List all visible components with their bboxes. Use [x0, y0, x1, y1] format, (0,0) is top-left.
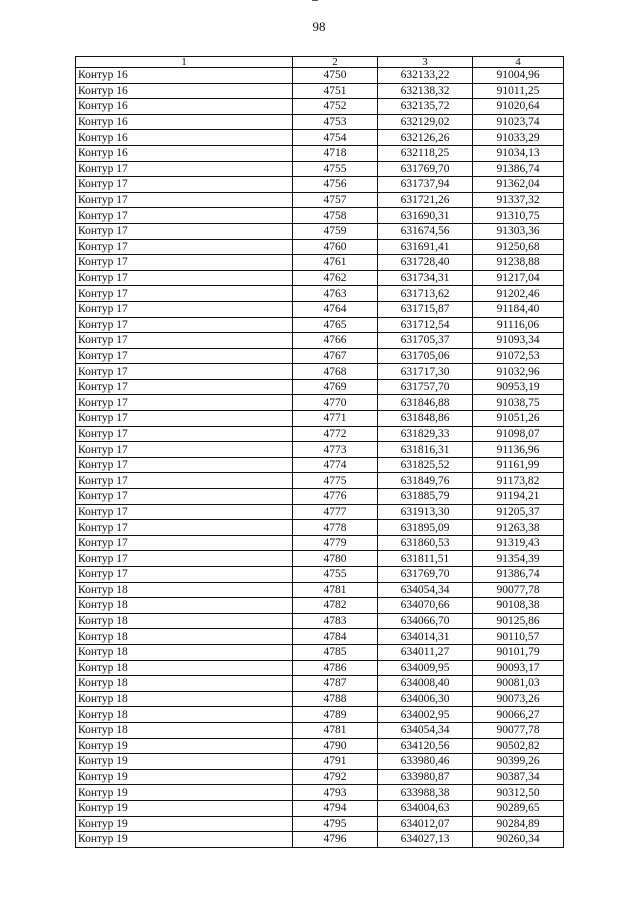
x-coordinate-cell: 634066,70 [378, 613, 473, 629]
table-row [76, 177, 564, 193]
x-coordinate-cell: 631825,52 [378, 457, 473, 473]
y-coordinate-cell: 91098,07 [473, 426, 564, 442]
x-coordinate-cell: 631690,31 [378, 208, 473, 224]
y-coordinate-cell: 90312,50 [473, 785, 564, 801]
x-coordinate-cell: 631721,26 [378, 192, 473, 208]
point-number-cell: 4760 [293, 239, 378, 255]
point-number-cell: 4787 [293, 676, 378, 692]
contour-name-cell: Контур 17 [76, 177, 293, 193]
contour-name-cell: Контур 16 [76, 130, 293, 146]
y-coordinate-cell: 90502,82 [473, 738, 564, 754]
point-number-cell: 4776 [293, 489, 378, 505]
x-coordinate-cell: 631848,86 [378, 411, 473, 427]
point-number-cell: 4757 [293, 192, 378, 208]
contour-name-cell: Контур 17 [76, 348, 293, 364]
x-coordinate-cell: 634070,66 [378, 598, 473, 614]
contour-name-cell: Контур 17 [76, 270, 293, 286]
y-coordinate-cell: 91337,32 [473, 192, 564, 208]
y-coordinate-cell: 90081,03 [473, 676, 564, 692]
point-number-cell: 4791 [293, 754, 378, 770]
contour-name-cell: Контур 17 [76, 489, 293, 505]
point-number-cell: 4781 [293, 582, 378, 598]
table-row [76, 145, 564, 161]
x-coordinate-cell: 634014,31 [378, 629, 473, 645]
table-row [76, 442, 564, 458]
contour-name-cell: Контур 16 [76, 99, 293, 115]
contour-name-cell: Контур 19 [76, 754, 293, 770]
point-number-cell: 4779 [293, 535, 378, 551]
point-number-cell: 4762 [293, 270, 378, 286]
table-row [76, 769, 564, 785]
table-row [76, 379, 564, 395]
y-coordinate-cell: 91116,06 [473, 317, 564, 333]
table-row [76, 426, 564, 442]
x-coordinate-cell: 634008,40 [378, 676, 473, 692]
y-coordinate-cell: 90953,19 [473, 379, 564, 395]
table-row [76, 691, 564, 707]
table-row [76, 317, 564, 333]
contour-name-cell: Контур 17 [76, 208, 293, 224]
y-coordinate-cell: 91023,74 [473, 114, 564, 130]
x-coordinate-cell: 631846,88 [378, 395, 473, 411]
contour-name-cell: Контур 16 [76, 145, 293, 161]
y-coordinate-cell: 91004,96 [473, 68, 564, 84]
x-coordinate-cell: 634054,34 [378, 722, 473, 738]
table-row [76, 754, 564, 770]
point-number-cell: 4774 [293, 457, 378, 473]
y-coordinate-cell: 90108,38 [473, 598, 564, 614]
contour-name-cell: Контур 18 [76, 629, 293, 645]
y-coordinate-cell: 91362,04 [473, 177, 564, 193]
contour-name-cell: Контур 18 [76, 691, 293, 707]
point-number-cell: 4778 [293, 520, 378, 536]
x-coordinate-cell: 633988,38 [378, 785, 473, 801]
contour-name-cell: Контур 17 [76, 473, 293, 489]
x-coordinate-cell: 634054,34 [378, 582, 473, 598]
contour-name-cell: Контур 16 [76, 83, 293, 99]
contour-name-cell: Контур 19 [76, 832, 293, 848]
contour-name-cell: Контур 18 [76, 707, 293, 723]
point-number-cell: 4761 [293, 255, 378, 271]
y-coordinate-cell: 90077,78 [473, 582, 564, 598]
contour-name-cell: Контур 17 [76, 535, 293, 551]
table-row [76, 161, 564, 177]
contour-name-cell: Контур 18 [76, 582, 293, 598]
x-coordinate-cell: 634009,95 [378, 660, 473, 676]
x-coordinate-cell: 634011,27 [378, 644, 473, 660]
y-coordinate-cell: 90260,34 [473, 832, 564, 848]
x-coordinate-cell: 631691,41 [378, 239, 473, 255]
top-edge-mark [312, 0, 318, 1]
point-number-cell: 4763 [293, 286, 378, 302]
contour-name-cell: Контур 17 [76, 442, 293, 458]
x-coordinate-cell: 631811,51 [378, 551, 473, 567]
point-number-cell: 4775 [293, 473, 378, 489]
point-number-cell: 4755 [293, 161, 378, 177]
contour-name-cell: Контур 19 [76, 800, 293, 816]
point-number-cell: 4754 [293, 130, 378, 146]
point-number-cell: 4790 [293, 738, 378, 754]
table-row [76, 255, 564, 271]
point-number-cell: 4769 [293, 379, 378, 395]
x-coordinate-cell: 631860,53 [378, 535, 473, 551]
x-coordinate-cell: 632118,25 [378, 145, 473, 161]
y-coordinate-cell: 91263,38 [473, 520, 564, 536]
y-coordinate-cell: 91386,74 [473, 161, 564, 177]
y-coordinate-cell: 90073,26 [473, 691, 564, 707]
x-coordinate-cell: 631705,37 [378, 333, 473, 349]
contour-name-cell: Контур 18 [76, 613, 293, 629]
contour-name-cell: Контур 19 [76, 769, 293, 785]
x-coordinate-cell: 634002,95 [378, 707, 473, 723]
y-coordinate-cell: 91034,13 [473, 145, 564, 161]
point-number-cell: 4796 [293, 832, 378, 848]
contour-name-cell: Контур 17 [76, 223, 293, 239]
table-row [76, 333, 564, 349]
y-coordinate-cell: 91161,99 [473, 457, 564, 473]
contour-name-cell: Контур 18 [76, 644, 293, 660]
x-coordinate-cell: 631769,70 [378, 161, 473, 177]
page-number: 98 [312, 19, 326, 34]
table-header [76, 57, 564, 68]
x-coordinate-cell: 631895,09 [378, 520, 473, 536]
x-coordinate-cell: 631737,94 [378, 177, 473, 193]
point-number-cell: 4756 [293, 177, 378, 193]
table-row [76, 520, 564, 536]
contour-name-cell: Контур 16 [76, 68, 293, 84]
table-row [76, 301, 564, 317]
y-coordinate-cell: 91205,37 [473, 504, 564, 520]
y-coordinate-cell: 91093,34 [473, 333, 564, 349]
table-row [76, 130, 564, 146]
table-row [76, 68, 564, 84]
contour-name-cell: Контур 17 [76, 364, 293, 380]
table-row [76, 348, 564, 364]
contour-name-cell: Контур 17 [76, 255, 293, 271]
contour-name-cell: Контур 17 [76, 504, 293, 520]
coordinates-table [75, 56, 564, 848]
y-coordinate-cell: 91051,26 [473, 411, 564, 427]
table-row [76, 473, 564, 489]
header-cell: 1 [76, 57, 293, 68]
x-coordinate-cell: 631728,40 [378, 255, 473, 271]
y-coordinate-cell: 91033,29 [473, 130, 564, 146]
table-row [76, 582, 564, 598]
table-row [76, 364, 564, 380]
point-number-cell: 4772 [293, 426, 378, 442]
table-row [76, 489, 564, 505]
point-number-cell: 4794 [293, 800, 378, 816]
x-coordinate-cell: 632129,02 [378, 114, 473, 130]
x-coordinate-cell: 634012,07 [378, 816, 473, 832]
x-coordinate-cell: 631885,79 [378, 489, 473, 505]
x-coordinate-cell: 634004,63 [378, 800, 473, 816]
point-number-cell: 4793 [293, 785, 378, 801]
point-number-cell: 4780 [293, 551, 378, 567]
x-coordinate-cell: 631913,30 [378, 504, 473, 520]
table-row [76, 598, 564, 614]
point-number-cell: 4795 [293, 816, 378, 832]
point-number-cell: 4786 [293, 660, 378, 676]
table-row [76, 286, 564, 302]
contour-name-cell: Контур 18 [76, 722, 293, 738]
point-number-cell: 4777 [293, 504, 378, 520]
x-coordinate-cell: 631717,30 [378, 364, 473, 380]
table-row [76, 567, 564, 583]
point-number-cell: 4758 [293, 208, 378, 224]
point-number-cell: 4755 [293, 567, 378, 583]
y-coordinate-cell: 90066,27 [473, 707, 564, 723]
y-coordinate-cell: 90077,78 [473, 722, 564, 738]
x-coordinate-cell: 631816,31 [378, 442, 473, 458]
y-coordinate-cell: 91250,68 [473, 239, 564, 255]
contour-name-cell: Контур 18 [76, 676, 293, 692]
table-row [76, 832, 564, 848]
contour-name-cell: Контур 17 [76, 317, 293, 333]
point-number-cell: 4759 [293, 223, 378, 239]
contour-name-cell: Контур 19 [76, 738, 293, 754]
x-coordinate-cell: 631769,70 [378, 567, 473, 583]
table-row [76, 395, 564, 411]
table-row [76, 239, 564, 255]
x-coordinate-cell: 632138,32 [378, 83, 473, 99]
contour-name-cell: Контур 17 [76, 411, 293, 427]
y-coordinate-cell: 91194,21 [473, 489, 564, 505]
table-row [76, 114, 564, 130]
x-coordinate-cell: 634027,13 [378, 832, 473, 848]
table-row [76, 722, 564, 738]
y-coordinate-cell: 91303,36 [473, 223, 564, 239]
y-coordinate-cell: 90093,17 [473, 660, 564, 676]
y-coordinate-cell: 91072,53 [473, 348, 564, 364]
contour-name-cell: Контур 19 [76, 785, 293, 801]
table-row [76, 660, 564, 676]
x-coordinate-cell: 631715,87 [378, 301, 473, 317]
point-number-cell: 4765 [293, 317, 378, 333]
point-number-cell: 4764 [293, 301, 378, 317]
contour-name-cell: Контур 17 [76, 567, 293, 583]
header-cell: 3 [378, 57, 473, 68]
table-row [76, 99, 564, 115]
point-number-cell: 4753 [293, 114, 378, 130]
y-coordinate-cell: 91136,96 [473, 442, 564, 458]
contour-name-cell: Контур 16 [76, 114, 293, 130]
table-body [76, 68, 564, 848]
y-coordinate-cell: 91011,25 [473, 83, 564, 99]
contour-name-cell: Контур 17 [76, 457, 293, 473]
point-number-cell: 4782 [293, 598, 378, 614]
y-coordinate-cell: 91202,46 [473, 286, 564, 302]
x-coordinate-cell: 631734,31 [378, 270, 473, 286]
point-number-cell: 4781 [293, 722, 378, 738]
point-number-cell: 4784 [293, 629, 378, 645]
y-coordinate-cell: 90101,79 [473, 644, 564, 660]
contour-name-cell: Контур 18 [76, 660, 293, 676]
y-coordinate-cell: 90110,57 [473, 629, 564, 645]
header-cell: 2 [293, 57, 378, 68]
point-number-cell: 4768 [293, 364, 378, 380]
table-row [76, 785, 564, 801]
contour-name-cell: Контур 17 [76, 379, 293, 395]
contour-name-cell: Контур 17 [76, 426, 293, 442]
point-number-cell: 4771 [293, 411, 378, 427]
y-coordinate-cell: 91386,74 [473, 567, 564, 583]
contour-name-cell: Контур 17 [76, 551, 293, 567]
y-coordinate-cell: 91173,82 [473, 473, 564, 489]
table-row [76, 676, 564, 692]
x-coordinate-cell: 632126,26 [378, 130, 473, 146]
point-number-cell: 4785 [293, 644, 378, 660]
contour-name-cell: Контур 17 [76, 192, 293, 208]
y-coordinate-cell: 91319,43 [473, 535, 564, 551]
point-number-cell: 4766 [293, 333, 378, 349]
contour-name-cell: Контур 17 [76, 239, 293, 255]
contour-name-cell: Контур 19 [76, 816, 293, 832]
y-coordinate-cell: 90284,89 [473, 816, 564, 832]
point-number-cell: 4770 [293, 395, 378, 411]
point-number-cell: 4788 [293, 691, 378, 707]
y-coordinate-cell: 91217,04 [473, 270, 564, 286]
contour-name-cell: Контур 17 [76, 301, 293, 317]
y-coordinate-cell: 91020,64 [473, 99, 564, 115]
x-coordinate-cell: 631849,76 [378, 473, 473, 489]
x-coordinate-cell: 631705,06 [378, 348, 473, 364]
y-coordinate-cell: 91038,75 [473, 395, 564, 411]
table-row [76, 816, 564, 832]
table-row [76, 208, 564, 224]
table-row [76, 457, 564, 473]
x-coordinate-cell: 634006,30 [378, 691, 473, 707]
x-coordinate-cell: 631829,33 [378, 426, 473, 442]
y-coordinate-cell: 90289,65 [473, 800, 564, 816]
table-row [76, 192, 564, 208]
x-coordinate-cell: 631712,54 [378, 317, 473, 333]
point-number-cell: 4718 [293, 145, 378, 161]
contour-name-cell: Контур 17 [76, 161, 293, 177]
x-coordinate-cell: 631674,56 [378, 223, 473, 239]
contour-name-cell: Контур 17 [76, 395, 293, 411]
table-row [76, 800, 564, 816]
y-coordinate-cell: 91032,96 [473, 364, 564, 380]
y-coordinate-cell: 91184,40 [473, 301, 564, 317]
table-row [76, 707, 564, 723]
table-row [76, 644, 564, 660]
x-coordinate-cell: 631713,62 [378, 286, 473, 302]
y-coordinate-cell: 90399,26 [473, 754, 564, 770]
table-row [76, 738, 564, 754]
table-row [76, 551, 564, 567]
table-row [76, 270, 564, 286]
contour-name-cell: Контур 17 [76, 333, 293, 349]
table-row [76, 535, 564, 551]
point-number-cell: 4792 [293, 769, 378, 785]
table-row [76, 504, 564, 520]
table-row [76, 83, 564, 99]
table-row [76, 613, 564, 629]
y-coordinate-cell: 91310,75 [473, 208, 564, 224]
x-coordinate-cell: 633980,46 [378, 754, 473, 770]
x-coordinate-cell: 631757,70 [378, 379, 473, 395]
y-coordinate-cell: 90387,34 [473, 769, 564, 785]
contour-name-cell: Контур 17 [76, 520, 293, 536]
header-row [76, 57, 564, 68]
point-number-cell: 4783 [293, 613, 378, 629]
x-coordinate-cell: 633980,87 [378, 769, 473, 785]
y-coordinate-cell: 91238,88 [473, 255, 564, 271]
point-number-cell: 4751 [293, 83, 378, 99]
x-coordinate-cell: 632135,72 [378, 99, 473, 115]
x-coordinate-cell: 632133,22 [378, 68, 473, 84]
table-row [76, 411, 564, 427]
x-coordinate-cell: 634120,56 [378, 738, 473, 754]
y-coordinate-cell: 91354,39 [473, 551, 564, 567]
header-cell: 4 [473, 57, 564, 68]
point-number-cell: 4773 [293, 442, 378, 458]
contour-name-cell: Контур 18 [76, 598, 293, 614]
point-number-cell: 4789 [293, 707, 378, 723]
table-row [76, 629, 564, 645]
point-number-cell: 4752 [293, 99, 378, 115]
contour-name-cell: Контур 17 [76, 286, 293, 302]
table-row [76, 223, 564, 239]
point-number-cell: 4750 [293, 68, 378, 84]
point-number-cell: 4767 [293, 348, 378, 364]
y-coordinate-cell: 90125,86 [473, 613, 564, 629]
